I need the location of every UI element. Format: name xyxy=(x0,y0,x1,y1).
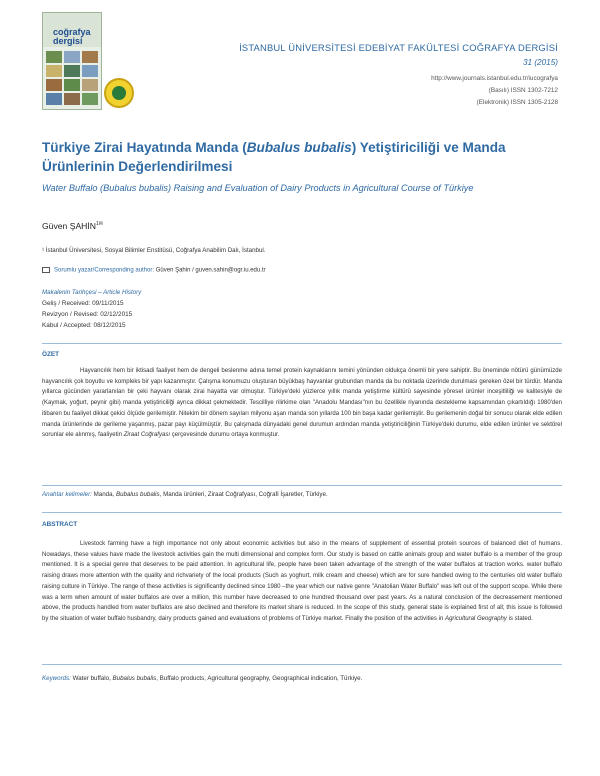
journal-meta xyxy=(431,73,558,109)
journal-issue: 31 (2015) xyxy=(522,58,558,67)
logo-text-line1: coğrafya xyxy=(53,27,91,37)
abstract-keywords: Keywords: Water buffalo, Bubalus bubalis, Buffalo products, Agricultural geography, Geographical indication, Türkiye. xyxy=(42,675,363,682)
author-name: Güven $ŞAHİN^{1✉}$ xyxy=(42,221,103,231)
divider xyxy=(42,343,562,344)
article-title: Türkiye Zirai Hayatında Manda (Bubalus bubalis) Yetiştiriciliği ve Manda Ürünlerinin Değerlendirilmesi xyxy=(42,140,506,174)
ozet-heading: ÖZET xyxy=(42,351,60,358)
journal-logo xyxy=(42,12,102,110)
envelope-icon xyxy=(42,267,50,273)
divider xyxy=(42,512,562,513)
article-history xyxy=(42,299,132,331)
history-title: Makalenin Tarihçesi – Article History xyxy=(42,289,142,296)
logo-photo-grid xyxy=(46,51,98,105)
ozet-keywords: Anahtar kelimeler: Manda, Bubalus bubalis, Manda ürünleri, Ziraat Coğrafyası, Coğrafi İşaretler, Türkiye. xyxy=(42,491,328,498)
issn-online: (Elektronik) ISSN 1305-2128 xyxy=(476,99,558,106)
article-subtitle: Water Buffalo (Bubalus bubalis) Raising and Evaluation of Dairy Products in Agricultural Course of Türkiye xyxy=(42,183,474,193)
logo-text-line2: dergisi xyxy=(53,36,83,46)
history-received: Geliş / Received: 09/11/2015 xyxy=(42,300,124,307)
affiliation: ¹ İstanbul Üniversitesi, Sosyal Bilimler Enstitüsü, Coğrafya Anabilim Dalı, İstanbul. xyxy=(42,247,266,254)
university-seal-icon xyxy=(104,78,134,108)
divider xyxy=(42,664,562,665)
divider xyxy=(42,485,562,486)
history-accepted: Kabul / Accepted: 08/12/2015 xyxy=(42,321,126,329)
abstract-text: Livestock farming have a high importance not only about economic activities but also in the means of supplement of essential protein sources of balanced diet of humans. Nowadays, these values have made the livestock activities gain the multi dimensional and complex form. Our study is based on cattle animals group and water buffalo is a member of the group mentioned. It is a special genre that deserves to be paid attention. In agricultural life, people have been taken advantage of the strength of the water buffalos at traction works. water buffalo raising draws more attention with the quality and richvariety of the local products (Such as yoghurt, milk cream and cheese) which are for sure handled owing to the centuries old water buffalo raising culture in Türkiye. The range of these activities is significantly declined since 1980 –the year which our native genre "Anatolian Water Buffalo" was left out of the support scope. While there was a term when amount of water buffalos are over a million, this number have decreased to one hundred thousand over past years. As a natural conclusion of the decreasement mentioned above, the products handled from water buffalos are also declined and therefore its market share is reduced. In the scope of this study, general state is explained first of all; this issue is followed by the situation of water buffalo husbandry, dairy products gained and evaluations of problems of Türkiye market. Finally the position of the activities in Agricultural Geography is stated. xyxy=(42,541,562,622)
corresponding-author: Sorumlu yazar/Corresponding author: Güven Şahin / guven.sahin@ogr.iu.edu.tr xyxy=(42,267,266,274)
journal-name: İSTANBUL ÜNİVERSİTESİ EDEBİYAT FAKÜLTESİ COĞRAFYA DERGİSİ xyxy=(239,42,558,53)
journal-url[interactable]: http://www.journals.istanbul.edu.tr/iucografya xyxy=(431,75,558,82)
issn-print: (Basılı) ISSN 1302-7212 xyxy=(488,87,558,94)
ozet-text: Hayvancılık hem bir iktisadi faaliyet hem de dengeli beslenme adına temel protein kaynaklarını temini yönünden oldukça önemli bir yere sahiptir. Bu öneminde nötürü günümüzde hayvancılık çok boyutlu ve kompleks bir yapı kazanmıştır. Çalışma konumuzu oluşturan büyükbaş hayvanlar grubundan manda da bu noktada üzerinde durulması gereken özel bir türdür. Manda yıllarca gücünden yararlanılan bir çeki hayvanı olarak zirai hayatta var olmuştur. Türkiye'deki yüzlerce yıllık manda yetiştirme kültürü sayesinde yöresel ürünler inceşitliliği ve kalitesiyle de (Kaymak, yoğurt, peynir gibi) manda yetiştiriciliği ayrıca dikkat çekmektedir. Tescilliye rilirkime olan "Anadolu Mandası"nın bu özellikle riyanında destekleme kapsamından çıkartıldığı 1980'den itibaren bu faaliyet dikkat çekici ölçüde gerilemiştir. Nitekim bir dönem sayıları milyonu aşan manda son yıllarda 100 bin başa kadar gerilemiştir. Bu gerilemenin doğal bir sonucu olarak elde edilen manda ürünlerinde de gerileme yaşanmış, pazar payı küçülmüştür. Bu çalışmada dünyadaki genel durumun ardından manda yetiştiriciliğinin Türkiye'deki durumu, elde edilen ürünler ve sektörel sorunlar ele alınmış, faaliyetin Ziraat Coğrafyası çerçevesinde durumu ortaya konmuştur. xyxy=(42,368,562,439)
history-revised: Revizyon / Revised: 02/12/2015 xyxy=(42,310,133,318)
abstract-heading: ABSTRACT xyxy=(42,521,78,528)
